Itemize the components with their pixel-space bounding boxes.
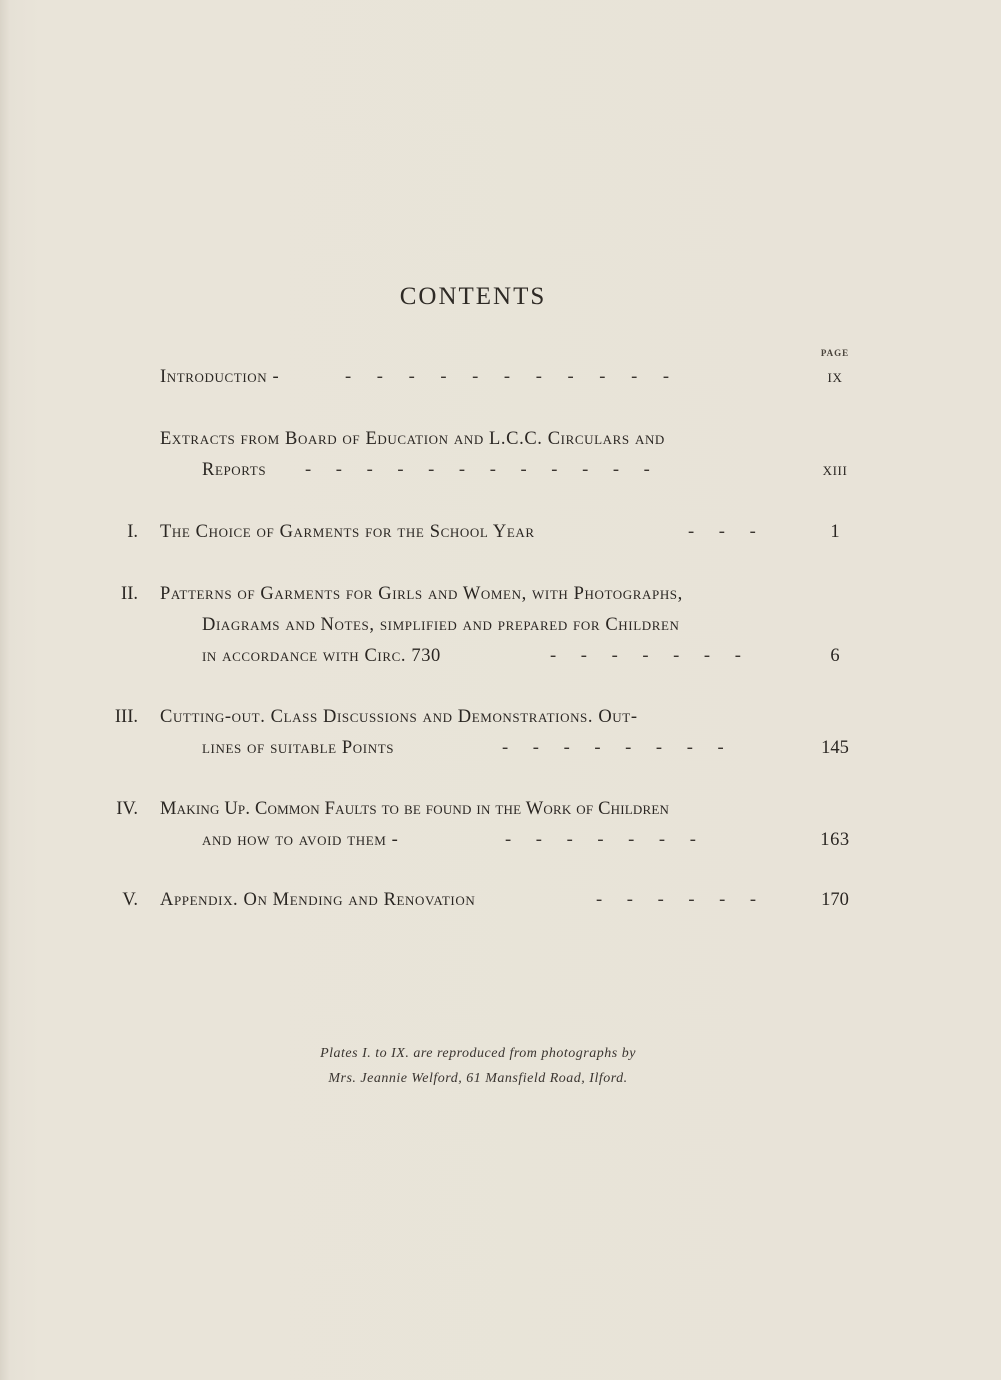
entry-title-cont: lines of suitable Points <box>202 738 395 758</box>
toc-entry-extracts <box>0 426 1001 452</box>
entry-title-cont: Reports <box>202 460 267 480</box>
page-title: CONTENTS <box>399 283 547 310</box>
page-number: ix <box>827 367 843 387</box>
chapter-number: III. <box>114 707 138 727</box>
leader-dots: - - - - - - <box>596 890 757 910</box>
toc-entry-2 <box>0 581 1001 607</box>
entry-title: Cutting-out. Class Discussions and Demonstrations. Out- <box>160 707 638 727</box>
leader-dots: - - - - - - - - - - - <box>345 367 670 387</box>
entry-title-cont: in accordance with Circ. 730 <box>202 646 441 666</box>
leader-dots: - - - - - - - - - - - - <box>305 460 650 480</box>
entry-title: The Choice of Garments for the School Year <box>160 522 535 542</box>
toc-entry-5 <box>0 887 1001 913</box>
entry-title-cont: Diagrams and Notes, simplified and prepared for Children <box>202 615 680 635</box>
toc-entry-introduction <box>0 364 1001 390</box>
toc-entry-4-cont <box>0 827 1001 853</box>
entry-title: Patterns of Garments for Girls and Women, with Photographs, <box>160 584 683 604</box>
chapter-number: I. <box>127 522 138 542</box>
entry-title: Extracts from Board of Education and L.C.C. Circulars and <box>160 429 665 449</box>
entry-title: Introduction - <box>160 367 280 387</box>
photo-credit-line-1: Plates I. to IX. are reproduced from photographs by <box>320 1046 636 1061</box>
page-number: 170 <box>821 890 849 910</box>
page-number: 163 <box>820 830 850 850</box>
toc-entry-2-cont1 <box>0 612 1001 638</box>
leader-dots: - - - - - - - - <box>502 738 724 758</box>
page-number: xiii <box>822 460 848 480</box>
chapter-number: II. <box>121 584 138 604</box>
page-column-header: PAGE <box>820 348 850 358</box>
toc-entry-4 <box>0 796 1001 822</box>
page-number: 1 <box>830 522 840 542</box>
page-number: 145 <box>821 738 849 758</box>
leader-dots: - - - - - - - <box>505 830 696 850</box>
leader-dots: - - - <box>688 522 756 542</box>
chapter-number: V. <box>122 890 138 910</box>
entry-title-cont: and how to avoid them - <box>202 830 399 850</box>
leader-dots: - - - - - - - <box>550 646 741 666</box>
toc-entry-2-cont2 <box>0 643 1001 669</box>
toc-entry-1 <box>0 519 1001 545</box>
entry-title: Appendix. On Mending and Renovation <box>160 890 476 910</box>
toc-entry-3 <box>0 704 1001 730</box>
chapter-number: IV. <box>116 799 138 819</box>
page-number: 6 <box>830 646 840 666</box>
entry-title: Making Up. Common Faults to be found in the Work of Children <box>160 799 670 819</box>
toc-entry-3-cont <box>0 735 1001 761</box>
toc-entry-extracts-cont <box>0 457 1001 483</box>
photo-credit-line-2: Mrs. Jeannie Welford, 61 Mansfield Road, Ilford. <box>328 1071 628 1086</box>
